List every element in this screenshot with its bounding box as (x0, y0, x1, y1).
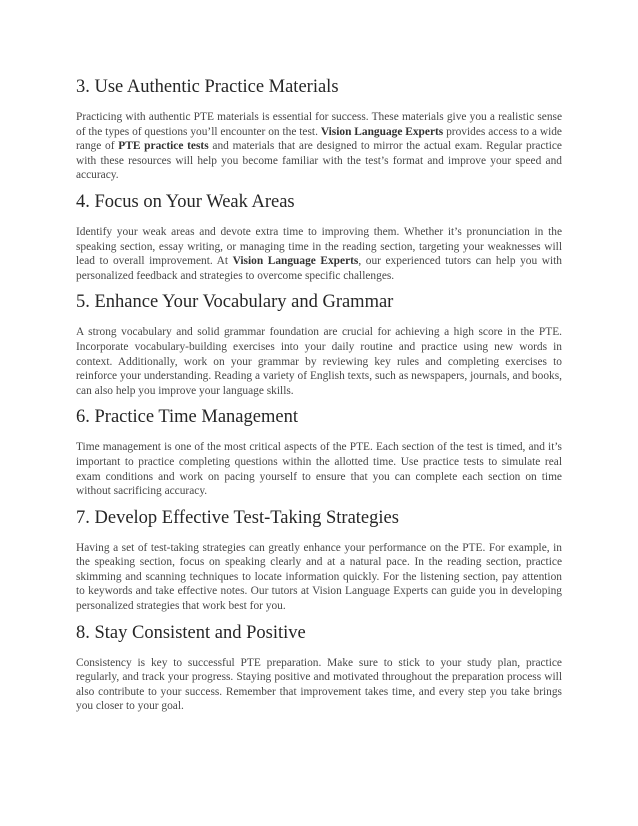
section-consistent-positive (76, 622, 562, 714)
section-paragraph (76, 440, 562, 498)
section-heading: 8. Stay Consistent and Positive (76, 622, 306, 643)
paragraph-text: and materials that are designed to mirror the actual exam. Regular practice with these resources will help you become familiar with the test’s format and improve your speed and accuracy. (76, 140, 562, 182)
section-test-strategies (76, 507, 562, 614)
paragraph-text: Time management is one of the most critical aspects of the PTE. Each section of the test is timed, and it’s important to practice completing questions within the allotted time. Use practice tests to simulate real exam conditions and work on pacing yourself to ensure that you can complete each section on time without sacrificing accuracy. (76, 441, 562, 498)
bold-text: PTE practice tests (118, 140, 209, 153)
section-heading: 5. Enhance Your Vocabulary and Grammar (76, 292, 394, 313)
section-heading: 7. Develop Effective Test-Taking Strategies (76, 507, 399, 528)
section-heading: 4. Focus on Your Weak Areas (76, 191, 295, 212)
paragraph-text: Practicing with authentic PTE materials is essential for success. These materials give you a realistic sense of the types of questions you’ll encounter on the test. (76, 111, 562, 138)
paragraph-text: Identify your weak areas and devote extra time to improving them. Whether it’s pronunciation in the speaking section, essay writing, or managing time in the reading section, targeting your weaknesses will lead to overall improvement. At (76, 225, 562, 268)
section-weak-areas (76, 191, 562, 283)
section-authentic-practice (76, 76, 562, 183)
section-time-management (76, 406, 562, 498)
paragraph-text: provides access to a wide range of (76, 125, 562, 153)
bold-text: Vision Language Experts (320, 125, 444, 138)
section-heading: 6. Practice Time Management (76, 407, 298, 428)
section-paragraph (76, 656, 562, 714)
section-paragraph (76, 541, 562, 614)
section-paragraph (76, 110, 562, 183)
paragraph-text: , our experienced tutors can help you with personalized feedback and strategies to overcome specific challenges. (76, 255, 562, 282)
paragraph-text: A strong vocabulary and solid grammar foundation are crucial for achieving a high score in the PTE. Incorporate vocabulary-building exercises into your daily routine and practice using new words in context. Additionally, work on your grammar by reviewing key rules and completing exercises to reinforce your understanding. Reading a variety of English texts, such as newspapers, journals, and books, can also help you improve your language skills. (76, 326, 562, 397)
section-vocabulary-grammar (76, 291, 562, 398)
bold-text: Vision Language Experts (232, 255, 359, 268)
section-heading: 3. Use Authentic Practice Materials (76, 77, 339, 97)
paragraph-text: Having a set of test-taking strategies can greatly enhance your performance on the PTE. For example, in the speaking section, focus on speaking clearly and at a natural pace. In the reading section, practice skimming and scanning techniques to locate information quickly. For the listening section, pay attention to keywords and take effective notes. Our tutors at Vision Language Experts can guide you in developing personalized strategies that work best for you. (76, 541, 562, 613)
section-paragraph (76, 225, 562, 283)
paragraph-text: Consistency is key to successful PTE preparation. Make sure to stick to your study plan, practice regularly, and track your progress. Staying positive and motivated throughout the preparation process will also contribute to your success. Remember that improvement takes time, and every step you take brings you closer to your goal. (76, 656, 562, 713)
section-paragraph (76, 325, 562, 398)
